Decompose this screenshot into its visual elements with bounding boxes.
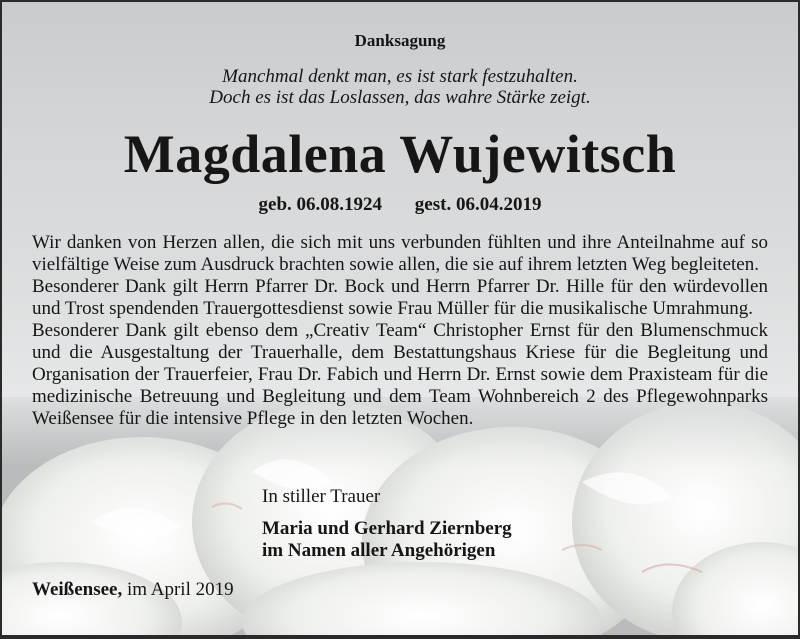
quote-line: Manchmal denkt man, es ist stark festzuhalten. (222, 66, 578, 87)
death-date: gest. 06.04.2019 (414, 194, 542, 215)
place-month: im April 2019 (127, 579, 234, 600)
paragraph: Besonderer Dank gilt Herrn Pfarrer Dr. Bock und Herrn Pfarrer Dr. Hille für den würdevollen und Trost spendenden Trauergottesdienst sowie Frau Müller für die musikalische Umrahmung. (32, 276, 768, 319)
deceased-name: Magdalena Wujewitsch (123, 124, 677, 184)
signer-subline: im Namen aller Angehörigen (262, 540, 496, 561)
obituary-card (2, 2, 798, 635)
paragraph: Wir danken von Herzen allen, die sich mit uns verbunden fühlten und ihre Anteilnahme auf so vielfältige Weise zum Ausdruck brachten sowie allen, die sie auf ihrem letzten Weg begleiteten. (32, 232, 768, 275)
place-city: Weißensee, (32, 579, 123, 600)
quote (2, 66, 798, 108)
birth-date: geb. 06.08.1924 (258, 194, 383, 215)
quote-line: Doch es ist das Loslassen, das wahre Stärke zeigt. (209, 87, 591, 108)
heading: Danksagung (354, 31, 446, 50)
signer-names: Maria und Gerhard Ziernberg (262, 518, 512, 539)
life-dates (2, 194, 798, 216)
signature-block (262, 518, 512, 562)
mourning-line: In stiller Trauer (262, 486, 381, 507)
thank-you-text (32, 232, 768, 430)
paragraph: Besonderer Dank gilt ebenso dem „Creativ Team“ Christopher Ernst für den Blumenschmuck und die Ausgestaltung der Trauerhalle, dem Bestattungshaus Kriese für die Begleitung und Organisation der Trauerfeier, Frau Dr. Fabich und Herrn Dr. Ernst sowie dem Praxisteam für die medizinische Betreuung und Begleitung und dem Team Wohnbereich 2 des Pflegewohnparks Weißensee für die intensive Pflege in den letzten Wochen. (32, 320, 768, 429)
place-date (32, 579, 234, 601)
